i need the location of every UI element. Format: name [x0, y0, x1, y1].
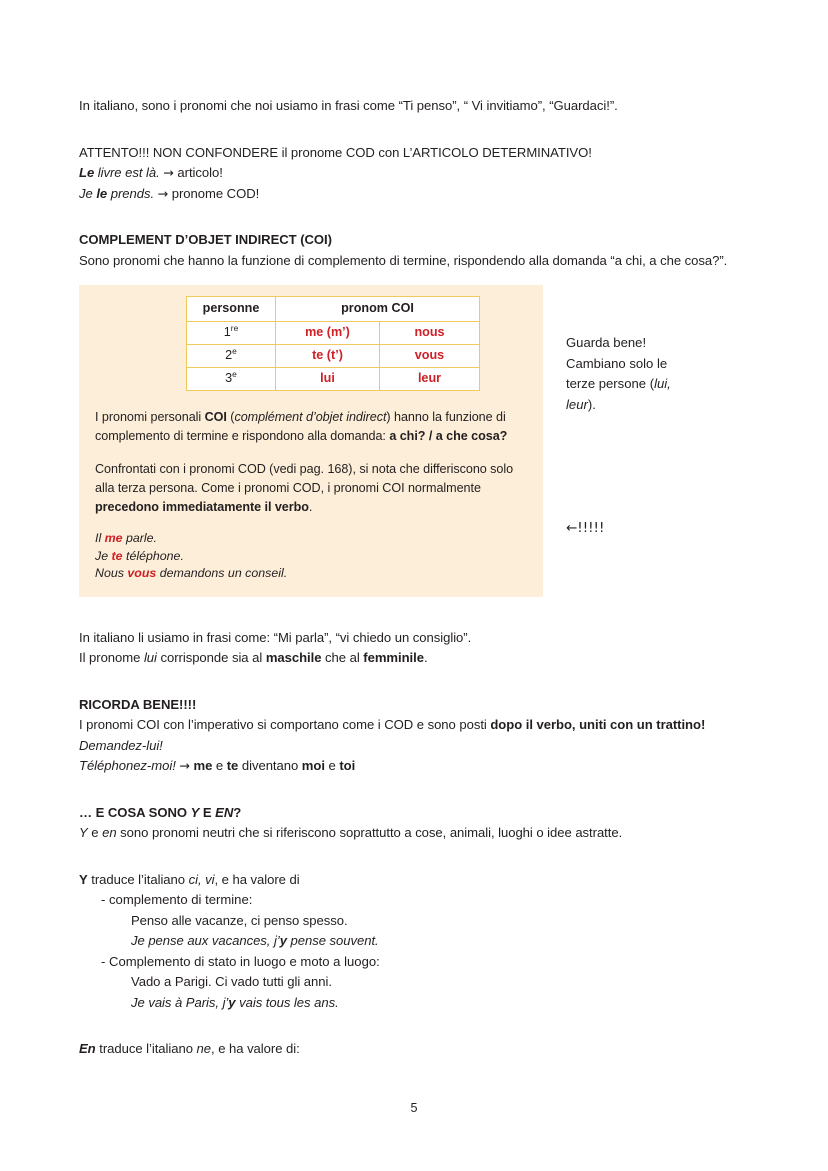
en-intro-a: traduce l’italiano — [95, 1041, 197, 1056]
note-line-4 — [566, 395, 766, 416]
ex3-post: demandons un conseil. — [156, 566, 288, 580]
person-cell — [187, 345, 276, 368]
ricorda-body-a: I pronomi COI con l’imperativo si comportano come i COD e sono posti — [79, 717, 491, 732]
example2-rest: pronome COD! — [168, 185, 260, 201]
after-panel-line-1: In italiano li usiamo in frasi come: “Mi parla”, “vi chiedo un consiglio”. — [79, 629, 472, 645]
panel-p2-a: Confrontati con i pronomi COD (vedi pag. 168), si nota che differiscono solo alla terza persona. Come i pronomi COD, i pronomi COI normalmente — [95, 462, 514, 495]
pronoun-plural: leur — [380, 368, 480, 391]
attention-text: ATTENTO!!! NON CONFONDERE il pronome COD con L’ARTICOLO DETERMINATIVO! — [79, 144, 592, 160]
en-intro-b: , e ha valore di: — [211, 1041, 300, 1056]
ricorda-ex2-te: te — [226, 758, 239, 773]
panel-p1-bold-end: a chi? / a che cosa? — [389, 429, 508, 443]
table-header-row — [187, 297, 480, 322]
ex1-post: parle. — [122, 531, 157, 545]
margin-note-guarda-bene — [566, 333, 766, 415]
right-arrow-icon: → — [157, 185, 169, 201]
y-block — [79, 870, 749, 1014]
ricorda-ex2-toi: toi — [339, 758, 356, 773]
note-line-3-italic: lui, — [654, 376, 671, 391]
document-content — [79, 96, 749, 1060]
note-line-3-a: terze persone ( — [566, 376, 655, 391]
list-item-label: Complemento di stato in luogo e moto a luogo: — [109, 953, 380, 969]
person-number: 2 — [225, 348, 233, 362]
example1-rest: articolo! — [173, 165, 223, 180]
ricorda-example-2 — [79, 756, 749, 777]
person-number: 3 — [225, 371, 233, 385]
header-pronom-coi: pronom COI — [276, 297, 480, 322]
y-item2-french — [79, 993, 749, 1014]
note-line-1: Guarda bene! — [566, 335, 647, 350]
ex2-post: téléphone. — [122, 548, 184, 563]
example2-italic-pre: Je — [79, 185, 97, 201]
after-panel-line-2 — [79, 648, 749, 669]
y-intro-a: traduce l’italiano — [87, 871, 189, 887]
person-number: 1 — [223, 325, 231, 339]
example1-bold: Le — [79, 165, 95, 180]
example2-bold: le — [96, 185, 108, 201]
person-suffix: e — [232, 345, 237, 356]
attention-heading-line — [79, 143, 749, 164]
coi-heading: COMPLEMENT D’OBJET INDIRECT (COI) — [79, 232, 332, 247]
left-arrow-icon: ←!!!!! — [566, 520, 605, 536]
fr-y: y — [279, 933, 287, 948]
fr-a: Je vais à Paris, j’ — [131, 994, 229, 1010]
attention-block — [79, 143, 749, 205]
panel-p1-italic: complément d’objet indirect — [234, 410, 387, 424]
ex3-pre: Nous — [95, 566, 128, 580]
attention-example-1 — [79, 163, 749, 184]
spacer — [79, 844, 749, 870]
line2-italic: lui — [143, 650, 157, 665]
y-intro-b: , e ha valore di — [214, 871, 300, 887]
panel-p1-b: ( — [226, 410, 235, 424]
coi-pronoun-table — [186, 296, 480, 391]
en-intro — [79, 1039, 749, 1060]
heading-mid: E — [199, 804, 216, 820]
table-row — [187, 345, 480, 368]
highlighted-panel — [79, 285, 543, 597]
y-en-section — [79, 803, 749, 844]
spacer — [79, 597, 749, 628]
spacer — [79, 1013, 749, 1039]
panel-example-1 — [95, 530, 527, 548]
spacer — [79, 204, 749, 230]
y-en-body — [79, 823, 749, 844]
ricorda-body-bold: dopo il verbo, uniti con un trattino — [490, 717, 701, 732]
spacer — [79, 117, 749, 143]
panel-example-3 — [95, 565, 527, 583]
example1-italic: livre est là. — [94, 165, 164, 180]
panel-p1-c: ) hanno la funzione di complemento di termine e rispondono alla domanda: — [95, 410, 506, 443]
page-number: 5 — [410, 1101, 418, 1115]
list-item — [79, 890, 749, 911]
en-intro-italic: ne — [196, 1041, 212, 1056]
ricorda-block — [79, 695, 749, 777]
y-intro — [79, 870, 749, 891]
body-en: en — [102, 825, 117, 840]
pronoun-plural: vous — [380, 345, 480, 368]
heading-y: Y — [190, 804, 200, 820]
y-en-heading — [79, 803, 749, 824]
list-item — [79, 952, 749, 973]
header-personne: personne — [187, 297, 276, 322]
person-cell — [187, 322, 276, 345]
note-line-4-italic: leur — [566, 396, 588, 412]
line2-d: . — [423, 650, 428, 665]
pronoun-singular: me (m’) — [276, 322, 380, 345]
fr-b: vais tous les ans. — [235, 994, 339, 1010]
heading-a: … E COSA SONO — [79, 804, 191, 820]
panel-text-area — [79, 408, 543, 583]
person-suffix: e — [232, 368, 237, 379]
table-row — [187, 368, 480, 391]
ex1-pronoun: me — [104, 531, 123, 545]
list-dash: - — [101, 953, 106, 969]
y-item2-italian: Vado a Parigi. Ci vado tutti gli anni. — [131, 974, 332, 989]
line2-bold-femminile: femminile — [363, 650, 424, 665]
list-dash: - — [101, 892, 106, 907]
ex1-pre: Il — [95, 531, 105, 545]
ex3-pronoun: vous — [127, 566, 157, 580]
heading-en: EN — [215, 804, 234, 820]
person-cell — [187, 368, 276, 391]
heading-end: ? — [233, 804, 242, 820]
fr-a: Je pense aux vacances, j’ — [131, 933, 280, 948]
spacer — [79, 669, 749, 695]
ricorda-ex2-mid1: e — [212, 758, 227, 773]
right-arrow-icon: → — [179, 758, 190, 773]
ex2-pre: Je — [95, 548, 112, 563]
ricorda-ex2-me: me — [189, 758, 213, 773]
fr-y: y — [228, 994, 236, 1010]
note-line-2: Cambiano solo le — [566, 355, 668, 371]
list-item-label: complemento di termine: — [109, 892, 253, 907]
coi-section — [79, 230, 749, 271]
ricorda-body — [79, 715, 747, 736]
line2-b: corrisponde sia al — [156, 650, 266, 665]
y-item1-italian: Penso alle vacanze, ci penso spesso. — [131, 912, 348, 928]
pronoun-singular: te (t’) — [276, 345, 380, 368]
ricorda-heading: RICORDA BENE!!!! — [79, 696, 197, 712]
right-arrow-icon: → — [163, 165, 174, 180]
example2-italic-post: prends. — [107, 185, 158, 201]
panel-paragraph-1 — [95, 408, 527, 446]
body-a: e — [87, 825, 103, 840]
y-item1-french — [79, 931, 749, 952]
spacer — [79, 777, 749, 803]
panel-p2-end: . — [308, 500, 313, 514]
ricorda-ex2-mid2: diventano — [238, 758, 302, 773]
ex2-pronoun: te — [111, 548, 123, 563]
panel-p1-a: I pronomi personali — [95, 410, 205, 424]
pronoun-singular: lui — [276, 368, 380, 391]
intro-line: In italiano, sono i pronomi che noi usiamo in frasi come “Ti penso”, “ Vi invitiamo”, “Guardaci!”. — [79, 98, 618, 113]
intro-paragraph — [79, 96, 749, 117]
panel-p2-bold: precedono immediatamente il verbo — [95, 500, 309, 514]
after-panel-block — [79, 628, 749, 669]
line2-c: che al — [321, 650, 364, 665]
attention-example-2 — [79, 184, 749, 205]
note-line-4-end: ). — [587, 396, 596, 412]
ricorda-ex2-moi: moi — [301, 758, 325, 773]
person-suffix: re — [230, 322, 239, 333]
margin-note-left-arrow-exclamation — [566, 518, 604, 539]
table-row — [187, 322, 480, 345]
body-b: sono pronomi neutri che si riferiscono soprattutto a cose, animali, luoghi o idee astratte. — [116, 825, 623, 840]
note-line-3 — [566, 374, 766, 395]
ricorda-example-1: Demandez-lui! — [79, 737, 163, 753]
line2-a: Il pronome — [79, 650, 144, 665]
ricorda-body-end: ! — [700, 717, 706, 732]
pronoun-plural: nous — [380, 322, 480, 345]
body-y: Y — [79, 825, 88, 840]
panel-example-2 — [95, 548, 527, 566]
fr-b: pense souvent. — [286, 933, 379, 948]
y-intro-italic: ci, vi — [188, 871, 215, 887]
ricorda-ex2-italic: Téléphonez-moi! — [79, 758, 180, 773]
panel-p1-coi: COI — [204, 410, 227, 424]
ricorda-ex2-mid3: e — [324, 758, 340, 773]
line2-bold-maschile: maschile — [265, 650, 322, 665]
panel-paragraph-2 — [95, 460, 527, 517]
panel-examples — [95, 530, 527, 583]
coi-body: Sono pronomi che hanno la funzione di complemento di termine, rispondendo alla domanda “a chi, a che cosa?”. — [79, 252, 728, 268]
en-intro-bold: En — [79, 1041, 96, 1056]
y-intro-bold: Y — [79, 871, 88, 887]
